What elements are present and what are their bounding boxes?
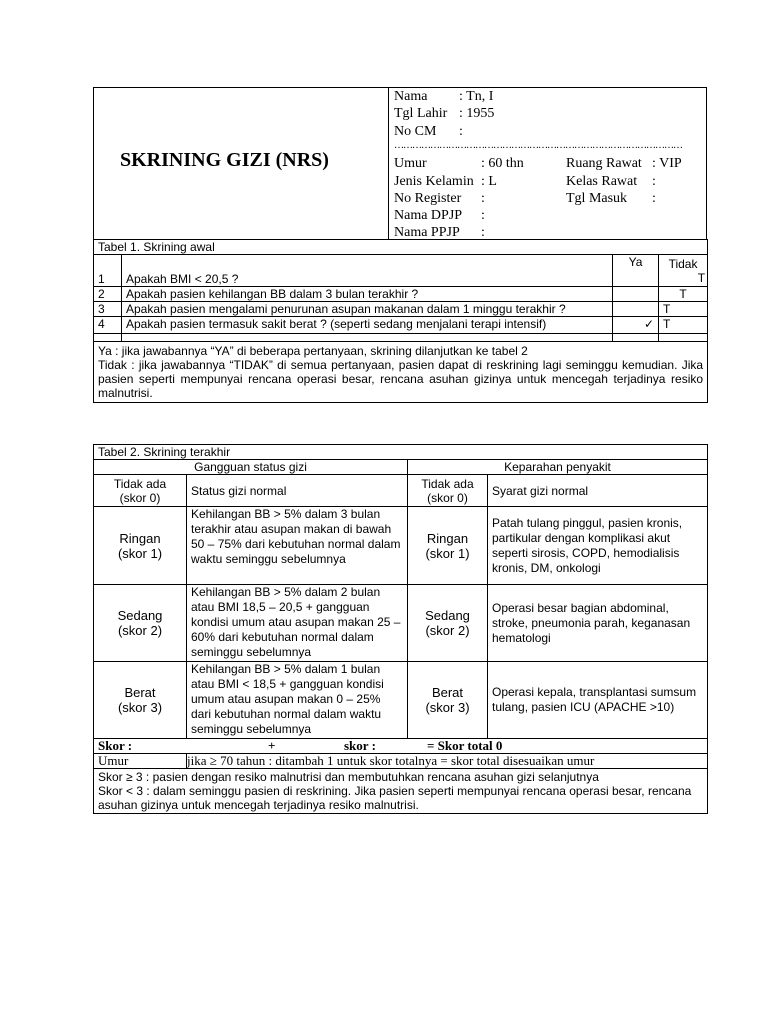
skor-label: Skor : bbox=[98, 738, 133, 753]
score-label: (skor 1) bbox=[425, 545, 470, 561]
tgl-lahir-value: : 1955 bbox=[459, 106, 495, 121]
table-row-no: 4 bbox=[94, 317, 122, 334]
no-register-value: : bbox=[481, 191, 485, 206]
level-label: Berat bbox=[431, 685, 464, 700]
header-box bbox=[93, 87, 707, 240]
ruang-rawat-value: : VIP bbox=[652, 156, 682, 171]
nama-ppjp-label: Nama PPJP bbox=[394, 225, 460, 240]
desc-cell: Operasi kepala, transplantasi sumsum tulang, pasien ICU (APACHE >10) bbox=[488, 662, 708, 739]
desc-cell: Kehilangan BB > 5% dalam 2 bulan atau BMI 18,5 – 20,5 + gangguan kondisi umum atau asupan makan 25 – 60% dari kebutuhan normal dalam seminggu sebelumnya bbox=[187, 585, 408, 662]
nama-ppjp-value: : bbox=[481, 225, 485, 240]
level-label: Ringan bbox=[119, 530, 161, 546]
skor-row bbox=[94, 739, 708, 754]
note-skor-high: Skor ≥ 3 : pasien dengan resiko malnutrisi dan membutuhkan rencana asuhan gizi selanjutnya bbox=[98, 770, 599, 784]
desc-cell: Kehilangan BB > 5% dalam 1 bulan atau BMI < 18,5 + gangguan kondisi umum atau asupan makan 0 – 25% dari kebutuhan normal dalam waktu seminggu sebelumnya bbox=[187, 662, 408, 739]
table-row bbox=[94, 507, 187, 585]
nama-dpjp-value: : bbox=[481, 208, 485, 223]
score-label: (skor 1) bbox=[117, 545, 163, 561]
level-label: Berat bbox=[124, 685, 156, 700]
answer-ya bbox=[613, 287, 659, 302]
no-register-label: No Register bbox=[394, 191, 462, 206]
jenis-kelamin-label: Jenis Kelamin bbox=[394, 174, 474, 189]
level-label: Tidak ada bbox=[421, 476, 474, 491]
score-label: (skor 0) bbox=[427, 490, 468, 505]
answer-tidak: T bbox=[697, 270, 706, 285]
desc-cell: Operasi besar bagian abdominal, stroke, pneumonia parah, keganasan hematologi bbox=[488, 585, 708, 662]
score-label: (skor 2) bbox=[117, 623, 163, 638]
level-label: Tidak ada bbox=[113, 476, 167, 491]
table2-caption: Tabel 2. Skrining terakhir bbox=[94, 445, 708, 460]
umur-value: : 60 thn bbox=[481, 156, 524, 171]
answer-tidak: T bbox=[659, 287, 708, 302]
table-skrining-terakhir bbox=[93, 444, 708, 814]
umur-label: Umur bbox=[394, 156, 427, 171]
kelas-rawat-value: : bbox=[652, 174, 656, 189]
nama-value: : Tn, I bbox=[459, 89, 494, 104]
answer-ya bbox=[613, 302, 659, 317]
level-label: Sedang bbox=[425, 608, 470, 623]
table-row-question: Apakah pasien kehilangan BB dalam 3 bulan terakhir ? bbox=[122, 287, 613, 302]
skor-total: = Skor total 0 bbox=[427, 738, 503, 753]
kelas-rawat-label: Kelas Rawat bbox=[566, 174, 638, 189]
note-skor-low: Skor < 3 : dalam seminggu pasien di reskrining. Jika pasien seperti mempunyai rencana operasi besar, rencana asuhan gizinya untuk mencegah terjadinya resiko malnutrisi. bbox=[98, 784, 692, 812]
note-ya: Ya : jika jawabannya “YA” di beberapa pertanyaan, skrining dilanjutkan ke tabel 2 bbox=[98, 344, 528, 358]
plus-sign: + bbox=[268, 738, 276, 753]
tgl-masuk-value: : bbox=[652, 191, 656, 206]
col-tidak-header: Tidak bbox=[668, 256, 698, 271]
table-row-question: Apakah pasien termasuk sakit berat ? (seperti sedang menjalani terapi intensif) bbox=[122, 317, 613, 334]
tgl-lahir-label: Tgl Lahir bbox=[394, 106, 448, 121]
tgl-masuk-label: Tgl Masuk bbox=[566, 191, 628, 206]
score-label: (skor 3) bbox=[425, 700, 470, 715]
table-row-no: 3 bbox=[94, 302, 122, 317]
no-cm-value: : bbox=[459, 124, 463, 139]
desc-cell: Kehilangan BB > 5% dalam 3 bulan terakhir atau asupan makan di bawah 50 – 75% dari kebutuhan normal dalam waktu seminggu sebelumnya bbox=[187, 507, 408, 585]
note-tidak: Tidak : jika jawabannya “TIDAK” di semua pertanyaan, pasien dapat di reskrining lagi seminggu kemudian. Jika pasien seperti mempunyai rencana operasi besar, rencana asuhan gizinya untuk mencegah terjadinya resiko malnutrisi. bbox=[98, 358, 704, 400]
desc-cell: Syarat gizi normal bbox=[488, 475, 708, 507]
header-divider bbox=[388, 88, 389, 240]
table-skrining-awal bbox=[93, 239, 708, 403]
umur-rule: jika ≥ 70 tahun : ditambah 1 untuk skor totalnya = skor total disesuaikan umur bbox=[187, 754, 708, 769]
table-row bbox=[408, 585, 488, 662]
jenis-kelamin-value: : L bbox=[481, 174, 497, 189]
nama-dpjp-label: Nama DPJP bbox=[394, 208, 463, 223]
table-row bbox=[94, 475, 187, 507]
table-row bbox=[408, 475, 488, 507]
desc-cell: Patah tulang pinggul, pasien kronis, partikular dengan komplikasi akut seperti sirosis, COPD, hemodialisis kronis, DM, onkologi bbox=[488, 507, 708, 585]
check-icon: ✓ bbox=[613, 317, 659, 334]
header-gangguan-status-gizi: Gangguan status gizi bbox=[94, 460, 408, 475]
score-label: (skor 0) bbox=[119, 490, 161, 505]
table-row-no: 2 bbox=[94, 287, 122, 302]
level-label: Sedang bbox=[117, 608, 163, 623]
umur-label: Umur bbox=[94, 754, 187, 769]
answer-tidak: T bbox=[659, 302, 708, 317]
table-row bbox=[94, 662, 187, 739]
table-row-no: 1 bbox=[94, 255, 122, 287]
table-row-question: Apakah pasien mengalami penurunan asupan makanan dalam 1 minggu terakhir ? bbox=[122, 302, 613, 317]
table-row-question: Apakah BMI < 20,5 ? bbox=[122, 255, 613, 287]
score-label: (skor 2) bbox=[425, 623, 470, 638]
answer-tidak: T bbox=[659, 317, 708, 334]
no-cm-label: No CM bbox=[394, 124, 437, 139]
table-row bbox=[94, 585, 187, 662]
table1-caption: Tabel 1. Skrining awal bbox=[94, 240, 708, 255]
nama-label: Nama bbox=[394, 89, 428, 104]
header-keparahan-penyakit: Keparahan penyakit bbox=[408, 460, 708, 475]
skor-label-2: skor : bbox=[344, 738, 376, 753]
desc-cell: Status gizi normal bbox=[187, 475, 408, 507]
table-row bbox=[408, 507, 488, 585]
ruang-rawat-label: Ruang Rawat bbox=[566, 156, 642, 171]
level-label: Ringan bbox=[426, 530, 469, 546]
table-row bbox=[408, 662, 488, 739]
score-label: (skor 3) bbox=[117, 700, 163, 715]
col-ya-header: Ya bbox=[613, 255, 659, 287]
dots-separator: …………………………………………………………………………………… bbox=[394, 140, 682, 151]
page-title: SKRINING GIZI (NRS) bbox=[120, 149, 329, 171]
